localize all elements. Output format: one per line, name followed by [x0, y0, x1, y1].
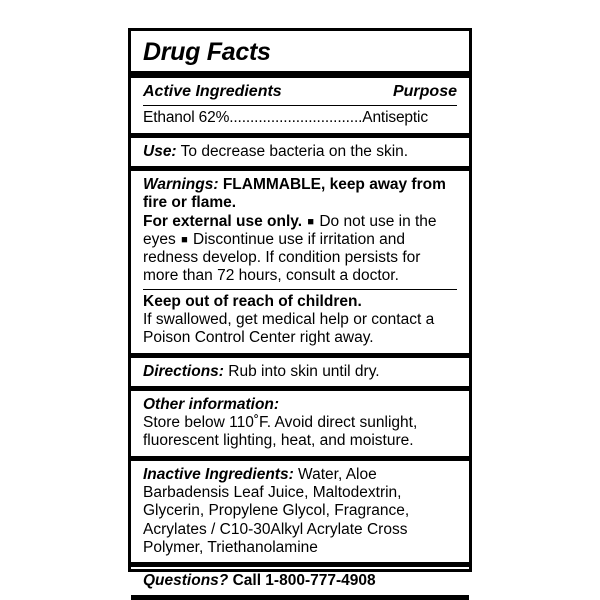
active-ingredients-heading: Active Ingredients [143, 83, 282, 101]
bullet-square-icon: ■ [307, 215, 315, 228]
directions-text: Rub into skin until dry. [228, 362, 380, 380]
page-title: Drug Facts [143, 38, 271, 66]
directions-section [141, 358, 459, 386]
use-label: Use: [143, 142, 177, 160]
warnings-external-use: For external use only. [143, 212, 303, 230]
divider-med-7 [131, 595, 469, 600]
warnings-flammable-line [143, 176, 457, 213]
purpose-heading: Purpose [392, 83, 457, 101]
warnings-bullet-2: Discontinue use if irritation and redness develop. If condition persists for more than 72 hours, consult a doctor. [143, 230, 421, 285]
active-ingredients-section [141, 78, 459, 132]
inactive-ingredients-section [141, 461, 459, 562]
bullet-square-icon-2: ■ [181, 233, 188, 246]
inactive-ingredients-text: Water, Aloe Barbadensis Leaf Juice, Maltodextrin, Glycerin, Propylene Glycol, Fragrance, Acrylates / C10-30Alkyl Acrylate Cross Polymer, Triethanolamine [143, 465, 410, 556]
other-information-text: Store below 110˚F. Avoid direct sunlight, fluorescent lighting, heat, and moisture. [143, 414, 418, 450]
warnings-bullet-1: Do not use in the eyes [143, 212, 437, 248]
warnings-body [143, 213, 457, 286]
warnings-section [141, 171, 459, 353]
drug-facts-panel [128, 28, 472, 590]
divider-thick [131, 71, 469, 78]
directions-label: Directions: [143, 362, 224, 380]
inactive-ingredients-label: Inactive Ingredients: [143, 465, 294, 483]
use-text: To decrease bacteria on the skin. [180, 142, 409, 160]
other-information-label: Other information: [143, 395, 280, 413]
warnings-flammable-text: FLAMMABLE, keep away from fire or flame. [143, 176, 446, 212]
warnings-label: Warnings: [143, 176, 219, 193]
divider-thin [143, 105, 457, 106]
active-ingredient-item: Ethanol 62%................................Antiseptic [143, 109, 428, 127]
keep-out-text: If swallowed, get medical help or contact a Poison Control Center right away. [143, 310, 435, 347]
keep-out-heading: Keep out of reach of children. [143, 292, 362, 310]
questions-label: Questions? [143, 572, 229, 590]
other-information-section [141, 391, 459, 456]
use-section [141, 138, 459, 166]
questions-section [141, 567, 459, 595]
divider-thin-2 [143, 289, 457, 290]
questions-phone: Call 1-800-777-4908 [232, 572, 376, 590]
active-ingredients-headings [143, 83, 457, 102]
